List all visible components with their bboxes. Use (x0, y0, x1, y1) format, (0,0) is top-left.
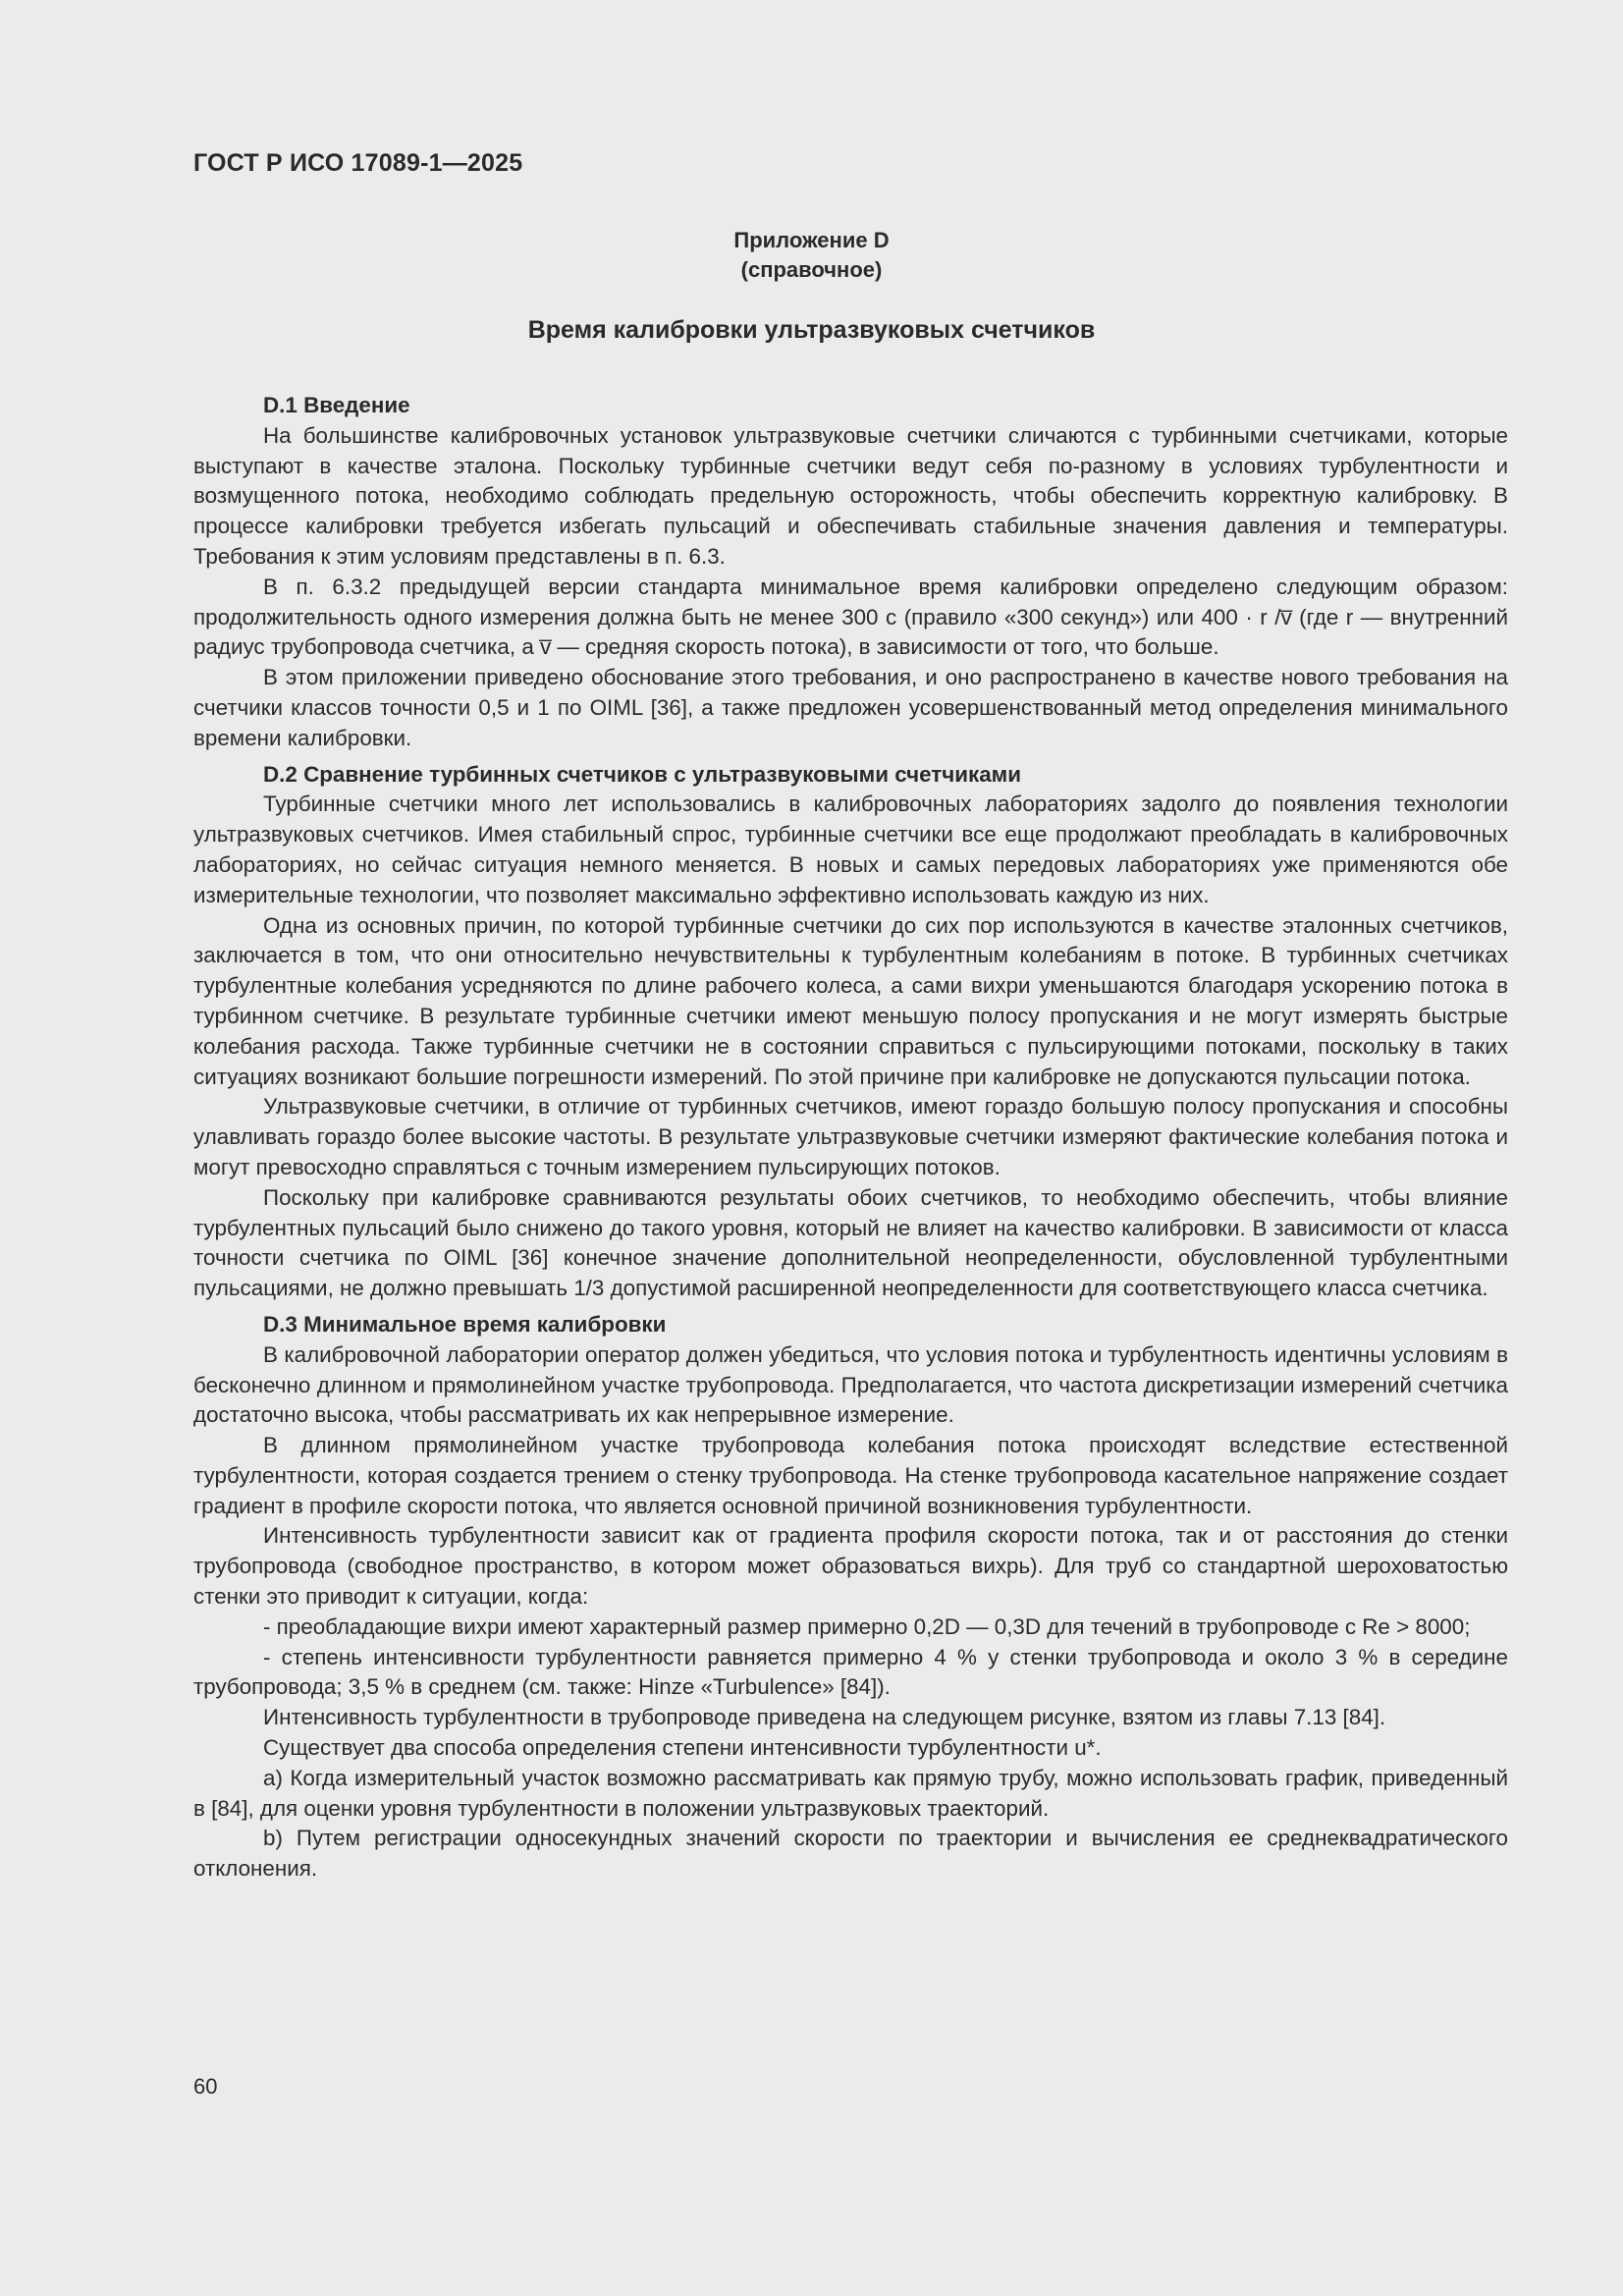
paragraph: Турбинные счетчики много лет использовались в калибровочных лабораториях задолго до появления технологии ультразвуковых счетчиков. Имея стабильный спрос, турбинные счетчики все еще продолжают преобладать в калибровочных лабораториях, но сейчас ситуация немного меняется. В новых и самых передовых лабораториях уже применяются обе измерительные технологии, что позволяет максимально эффективно использовать каждую из них. (193, 792, 1508, 907)
list-item: b) Путем регистрации односекундных значений скорости по траектории и вычисления ее среднеквадратического отклонения. (193, 1826, 1508, 1882)
section-heading: D.3 Минимальное время калибровки (263, 1311, 667, 1337)
paragraph: В калибровочной лаборатории оператор должен убедиться, что условия потока и турбулентность идентичны условиям в бесконечно длинном и прямолинейном участке трубопровода. Предполагается, что частота дискретизации измерений счетчика достаточно высока, чтобы рассматривать их как непрерывное измерение. (193, 1341, 1508, 1428)
list-item: - преобладающие вихри имеют характерный размер примерно 0,2D — 0,3D для течений в трубопроводе с Re > 8000; (263, 1613, 1471, 1639)
paragraph: На большинстве калибровочных установок ультразвуковые счетчики сличаются с турбинными счетчиками, которые выступают в качестве эталона. Поскольку турбинные счетчики ведут себя по-разному в условиях турбулентности и возмущенного потока, необходимо соблюдать предельную осторожность, чтобы обеспечить корректную калибровку. В процессе калибровки требуется избегать пульсаций и обеспечивать стабильные значения давления и температуры. Требования к этим условиям представлены в п. 6.3. (193, 422, 1508, 569)
appendix-heading (0, 226, 1623, 285)
page-title: Время калибровки ультразвуковых счетчиков (527, 316, 1096, 344)
paragraph: В длинном прямолинейном участке трубопровода колебания потока происходят вследствие естественной турбулентности, которая создается трением о стенку трубопровода. На стенке трубопровода касательное напряжение создает градиент в профиле скорости потока, что является основной причиной возникновения турбулентности. (193, 1433, 1508, 1518)
appendix-type: (справочное) (740, 257, 883, 282)
paragraph: Интенсивность турбулентности зависит как от градиента профиля скорости потока, так и от расстояния до стенки трубопровода (свободное пространство, в котором может образоваться вихрь). Для труб со стандартной шероховатостью стенки это приводит к ситуации, когда: (193, 1523, 1508, 1610)
paragraph: Одна из основных причин, по которой турбинные счетчики до сих пор используются в качестве эталонных счетчиков, заключается в том, что они относительно нечувствительны к турбулентным колебаниям в потоке. В турбинных счетчиках турбулентные колебания усредняются по длине рабочего колеса, а сами вихри уменьшаются благодаря ускорению потока в турбинном счетчике. В результате турбинные счетчики имеют меньшую полосу пропускания и не могут измерять быстрые колебания расхода. Также турбинные счетчики не в состоянии справиться с пульсирующими потоками, поскольку в таких ситуациях возникают большие погрешности измерений. По этой причине при калибровке не допускаются пульсации потока. (193, 912, 1508, 1089)
paragraph: В этом приложении приведено обоснование этого требования, и оно распространено в качестве нового требования на счетчики классов точности 0,5 и 1 по OIML [36], а также предложен усовершенствованный метод определения минимального времени калибровки. (193, 665, 1508, 750)
paragraph: Поскольку при калибровке сравниваются результаты обоих счетчиков, то необходимо обеспечить, чтобы влияние турбулентных пульсаций было снижено до такого уровня, который не влияет на качество калибровки. В зависимости от класса точности счетчика по OIML [36] конечное значение дополнительной неопределенности, обусловленной турбулентными пульсациями, не должно превышать 1/3 допустимой расширенной неопределенности для соответствующего класса счетчика. (193, 1184, 1508, 1301)
page-number: 60 (193, 2074, 218, 2099)
list-item: a) Когда измерительный участок возможно рассматривать как прямую трубу, можно использовать график, приведенный в [84], для оценки уровня турбулентности в положении ультразвуковых траекторий. (193, 1765, 1508, 1821)
list-item: - степень интенсивности турбулентности равняется примерно 4 % у стенки трубопровода и около 3 % в середине трубопровода; 3,5 % в среднем (см. также: Hinze «Turbulence» [84]). (193, 1644, 1508, 1700)
document-header: ГОСТ Р ИСО 17089-1—2025 (193, 149, 523, 177)
paragraph: В п. 6.3.2 предыдущей версии стандарта минимальное время калибровки определено следующим образом: продолжительность одного измерения должна быть не менее 300 с (правило «300 секунд») или 400 · r /v̅ (где r — внутренний радиус трубопровода счетчика, а v̅ — средняя скорость потока), в зависимости от того, что больше. (193, 574, 1508, 660)
appendix-label: Приложение D (733, 228, 890, 252)
paragraph: Существует два способа определения степени интенсивности турбулентности u*. (263, 1735, 1102, 1761)
section-heading: D.2 Сравнение турбинных счетчиков с ультразвуковыми счетчиками (263, 761, 1021, 787)
paragraph: Ультразвуковые счетчики, в отличие от турбинных счетчиков, имеют гораздо большую полосу пропускания и способны улавливать гораздо более высокие частоты. В результате ультразвуковые счетчики измеряют фактические колебания потока и могут превосходно справляться с точным измерением пульсирующих потоков. (193, 1094, 1508, 1179)
paragraph: Интенсивность турбулентности в трубопроводе приведена на следующем рисунке, взятом из главы 7.13 [84]. (263, 1705, 1386, 1730)
section-heading: D.1 Введение (263, 393, 410, 417)
document-body (193, 391, 1508, 1885)
